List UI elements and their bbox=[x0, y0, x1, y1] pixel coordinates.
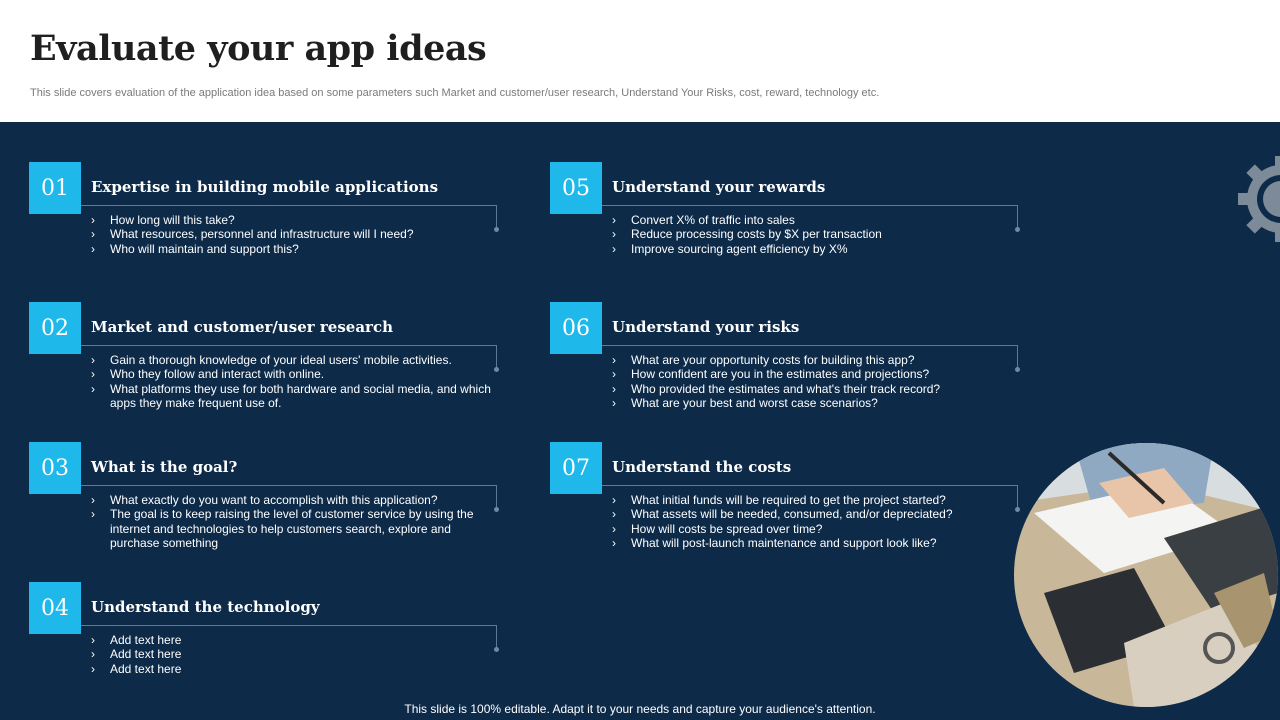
card-divider-dot bbox=[494, 647, 499, 652]
bullet-item: › Add text here bbox=[91, 647, 491, 661]
bullet-item: › Add text here bbox=[91, 662, 491, 676]
card-number-badge: 01 bbox=[29, 162, 81, 214]
card-bullet-list bbox=[91, 633, 491, 676]
bullet-item: › Reduce processing costs by $X per transaction bbox=[612, 227, 1012, 241]
bullet-item: › Add text here bbox=[91, 633, 491, 647]
card-title: Understand the costs bbox=[612, 458, 792, 476]
bullet-item: › How confident are you in the estimates and projections? bbox=[612, 367, 1012, 381]
bullet-item: › What initial funds will be required to get the project started? bbox=[612, 493, 1012, 507]
card-bullet-list bbox=[612, 353, 1012, 410]
card-title: Expertise in building mobile applications bbox=[91, 178, 439, 196]
card-title: Understand your rewards bbox=[612, 178, 826, 196]
bullet-item: › What are your opportunity costs for building this app? bbox=[612, 353, 1012, 367]
card-divider-dot bbox=[1015, 227, 1020, 232]
card-divider-dot bbox=[494, 367, 499, 372]
bullet-item: › The goal is to keep raising the level of customer service by using the internet and technologies to help customers search, explore and purchase something bbox=[91, 507, 491, 550]
card-bullet-list bbox=[91, 493, 491, 550]
card-divider-dot bbox=[1015, 367, 1020, 372]
page-title: Evaluate your app ideas bbox=[30, 28, 487, 69]
card-title: What is the goal? bbox=[91, 458, 238, 476]
card-divider-dot bbox=[494, 227, 499, 232]
gear-icon bbox=[1236, 154, 1280, 244]
card-divider-dot bbox=[494, 507, 499, 512]
card-divider-dot bbox=[1015, 507, 1020, 512]
card-number-badge: 02 bbox=[29, 302, 81, 354]
bullet-item: › How will costs be spread over time? bbox=[612, 522, 1012, 536]
bullet-item: › What resources, personnel and infrastructure will I need? bbox=[91, 227, 491, 241]
bullet-item: › Improve sourcing agent efficiency by X% bbox=[612, 242, 1012, 256]
notebook-desk-photo bbox=[1014, 443, 1278, 707]
bullet-item: › How long will this take? bbox=[91, 213, 491, 227]
page-subtitle: This slide covers evaluation of the application idea based on some parameters such Market and customer/user research, Understand Your Risks, cost, reward, technology etc. bbox=[30, 87, 880, 99]
bullet-item: › Gain a thorough knowledge of your ideal users' mobile activities. bbox=[91, 353, 491, 367]
slide-header bbox=[0, 0, 1280, 122]
card-bullet-list bbox=[91, 353, 491, 410]
bullet-item: › Convert X% of traffic into sales bbox=[612, 213, 1012, 227]
bullet-item: › Who provided the estimates and what's their track record? bbox=[612, 382, 1012, 396]
bullet-item: › What exactly do you want to accomplish with this application? bbox=[91, 493, 491, 507]
card-title: Market and customer/user research bbox=[91, 318, 393, 336]
card-number-badge: 07 bbox=[550, 442, 602, 494]
card-number-badge: 04 bbox=[29, 582, 81, 634]
card-bullet-list bbox=[612, 213, 1012, 256]
card-number-badge: 06 bbox=[550, 302, 602, 354]
card-title: Understand the technology bbox=[91, 598, 320, 616]
bullet-item: › Who they follow and interact with online. bbox=[91, 367, 491, 381]
card-bullet-list bbox=[612, 493, 1012, 550]
card-number-badge: 03 bbox=[29, 442, 81, 494]
card-bullet-list bbox=[91, 213, 491, 256]
bullet-item: › What assets will be needed, consumed, and/or depreciated? bbox=[612, 507, 1012, 521]
card-title: Understand your risks bbox=[612, 318, 800, 336]
footer-note: This slide is 100% editable. Adapt it to your needs and capture your audience's attention. bbox=[404, 702, 876, 716]
content-panel bbox=[0, 122, 1280, 720]
bullet-item: › What platforms they use for both hardware and social media, and which apps they make frequent use of. bbox=[91, 382, 491, 411]
bullet-item: › What will post-launch maintenance and support look like? bbox=[612, 536, 1012, 550]
card-number-badge: 05 bbox=[550, 162, 602, 214]
bullet-item: › Who will maintain and support this? bbox=[91, 242, 491, 256]
bullet-item: › What are your best and worst case scenarios? bbox=[612, 396, 1012, 410]
